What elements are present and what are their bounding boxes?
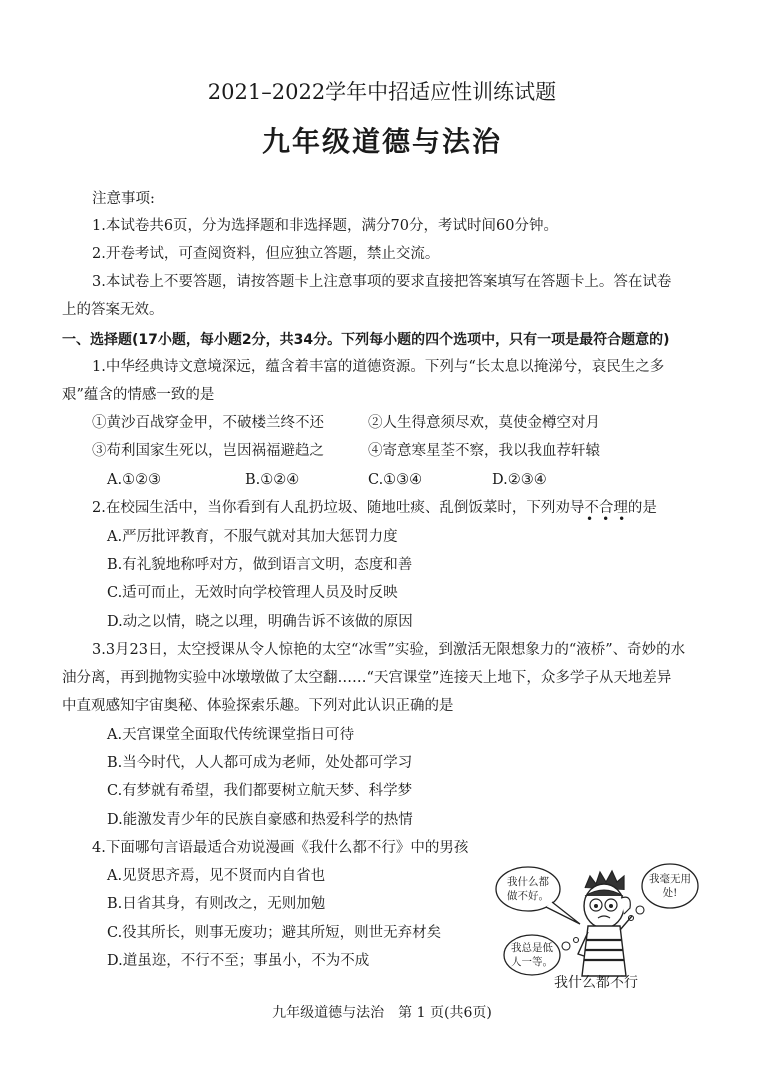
q1-stem-cont: 艰”蕴含的情感一致的是 (62, 387, 215, 403)
note-item-3: 3.本试卷上不要答题，请按答题卡上注意事项的要求直接把答案填写在答题卡上。答在试卷 (92, 274, 672, 290)
q2-emphasis-dots: ••• (586, 512, 635, 526)
q1-statement-4: ④寄意寒星荃不察，我以我血荐轩辕 (368, 443, 600, 459)
q4-stem: 4.下面哪句言语最适合劝说漫画《我什么都不行》中的男孩 (92, 840, 469, 856)
q2-stem: 2.在校园生活中，当你看到有人乱扔垃圾、随地吐痰、乱倒饭菜时，下列劝导不合理的是 (92, 500, 657, 516)
q2-option-b: B.有礼貌地称呼对方，做到语言文明，态度和善 (107, 557, 413, 573)
q1-option-d: D.②③④ (492, 472, 547, 488)
bubble-left-text: 我什么都做不好。 (507, 876, 549, 902)
q4-option-b: B.日省其身，有则改之，无则加勉 (107, 896, 326, 912)
q2-option-c: C.适可而止，无效时向学校管理人员及时反映 (107, 585, 398, 601)
q1-statement-1: ①黄沙百战穿金甲，不破楼兰终不还 (92, 415, 324, 431)
q1-statement-3: ③苟利国家生死以，岂因祸福避趋之 (92, 443, 324, 459)
q3-stem-cont-1: 油分离，再到抛物实验中冰墩墩做了太空翻……“天宫课堂”连接天上地下，众多学子从天地差异 (62, 670, 672, 686)
q3-option-a: A.天宫课堂全面取代传统课堂指日可待 (107, 727, 355, 743)
q2-option-d: D.动之以情，晓之以理，明确告诉不该做的原因 (107, 614, 413, 630)
q1-option-b: B.①②④ (245, 472, 300, 488)
bubble-right-text: 我毫无用处! (649, 873, 691, 899)
page-footer: 九年级道德与法治 第 1 页(共6页) (272, 1005, 492, 1021)
cartoon-illustration (490, 858, 720, 998)
notes-heading: 注意事项: (92, 191, 155, 207)
q1-statement-2: ②人生得意须尽欢，莫使金樽空对月 (368, 415, 600, 431)
note-item-2: 2.开卷考试，可查阅资料，但应独立答题，禁止交流。 (92, 246, 440, 262)
q3-option-c: C.有梦就有希望，我们都要树立航天梦、科学梦 (107, 783, 413, 799)
q3-stem: 3.3月23日，太空授课从令人惊艳的太空“冰雪”实验，到激活无限想象力的“液桥”、奇妙的水 (92, 642, 686, 658)
q4-option-a: A.见贤思齐焉，见不贤而内自省也 (107, 868, 326, 884)
cartoon-caption: 我什么都不行 (554, 975, 638, 991)
q3-option-d: D.能激发青少年的民族自豪感和热爱科学的热情 (107, 812, 413, 828)
q3-stem-cont-2: 中直观感知宇宙奥秘、体验探索乐趣。下列对此认识正确的是 (62, 698, 454, 714)
note-item-3-cont: 上的答案无效。 (62, 302, 164, 318)
note-item-1: 1.本试卷共6页，分为选择题和非选择题，满分70分，考试时间60分钟。 (92, 218, 558, 234)
exam-year-title: 2021–2022学年中招适应性训练试题 (207, 80, 557, 104)
subject-title: 九年级道德与法治 (261, 125, 502, 158)
q3-option-b: B.当今时代，人人都可成为老师，处处都可学习 (107, 755, 413, 771)
bubble-bottom-text: 我总是低人一等。 (511, 942, 553, 968)
q1-option-a: A.①②③ (107, 472, 162, 488)
q2-option-a: A.严厉批评教育，不服气就对其加大惩罚力度 (107, 529, 398, 545)
q1-stem: 1.中华经典诗文意境深远，蕴含着丰富的道德资源。下列与“长太息以掩涕兮，哀民生之多 (92, 359, 665, 375)
q1-option-c: C.①③④ (368, 472, 423, 488)
q4-option-d: D.道虽迩，不行不至；事虽小，不为不成 (107, 953, 370, 969)
section-heading: 一、选择题(17小题，每小题2分，共34分。下列每小题的四个选项中，只有一项是最符合题意的) (62, 332, 670, 348)
q4-option-c: C.役其所长，则事无废功；避其所短，则世无弃材矣 (107, 925, 442, 941)
